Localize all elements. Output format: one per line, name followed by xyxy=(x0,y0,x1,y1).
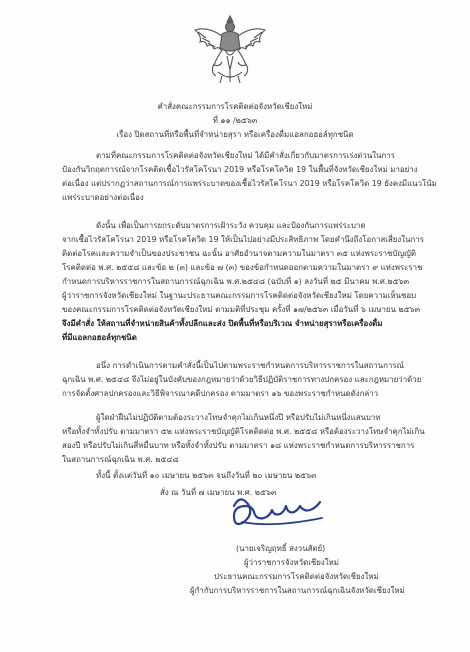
signed-date: สั่ง ณ วันที่ ๗ เมษายน พ.ศ. ๒๕๖๓ xyxy=(160,488,277,497)
paragraph-2-line: ติดต่อโรคและความจำเป็นของประชาชน ฉะนั้น อาศัยอำนาจตามความในมาตรา ๓๕ แห่งพระราชบัญญัติ xyxy=(62,249,416,258)
paragraph-4-line: ผู้ใดฝ่าฝืนไม่ปฏิบัติตามต้องระวางโทษจำคุกไม่เกินหนึ่งปี หรือปรับไม่เกินหนึ่งแสนบาท xyxy=(96,413,381,422)
paragraph-4-line: หรือทั้งจำทั้งปรับ ตามมาตรา ๕๒ แห่งพระราชบัญญัติโรคติดต่อ พ.ศ. ๒๕๕๘ หรือต้องระวางโทษจำคุกไม่เกิน xyxy=(62,427,425,436)
order-title: คำสั่งคณะกรรมการโรคติดต่อจังหวัดเชียงใหม่ xyxy=(157,102,313,111)
signature-icon xyxy=(226,486,336,538)
paragraph-1-line: ตามที่คณะกรรมการโรคติดต่อจังหวัดเชียงใหม่ ได้มีคำสั่งเกี่ยวกับมาตรการเร่งด่วนในการ xyxy=(96,151,395,160)
paragraph-1-line: ป้องกันวิกฤตการณ์จากโรคติดเชื้อไวรัสโคโรนา 2019 หรือโรคโควิด 19 ในพื้นที่จังหวัดเชียงใหม่ มาอย่าง xyxy=(62,165,418,174)
order-directive-line: จึงมีคำสั่ง ให้สถานที่จำหน่ายสินค้าทั้งปลีกและส่ง ปิดพื้นที่หรือบริเวณ จำหน่ายสุราหรือเครื่องดื่ม xyxy=(62,319,383,328)
paragraph-2-line: จากเชื้อไวรัสโคโรนา 2019 หรือโรคโควิด 19 ให้เป็นไปอย่างมีประสิทธิภาพ โดยคำนึงถึงโอกาสเสี่ยงในการ xyxy=(62,235,424,244)
paragraph-3-line: การจัดตั้งศาลปกครองและวิธีพิจารณาคดีปกครอง ตามมาตรา ๑๖ ของพระราชกำหนดดังกล่าว xyxy=(62,389,379,398)
order-number: ที่ ๑๑ /๒๕๖๓ xyxy=(212,116,258,125)
paragraph-2-line: ดังนั้น เพื่อเป็นการยกระดับมาตรการเฝ้าระวัง ควบคุม และป้องกันการแพร่ระบาด xyxy=(96,221,366,230)
paragraph-1-line: แพร่ระบาดอย่างต่อเนื่อง xyxy=(62,193,144,202)
order-subject: เรื่อง ปิดสถานที่หรือพื้นที่จำหน่ายสุรา หรือเครื่องดื่มแอลกอฮอล์ทุกชนิด xyxy=(116,130,354,139)
paragraph-2-line: โรคติดต่อ พ.ศ. ๒๕๕๘ และข้อ ๒ (๓) และข้อ ๗ (๓) ของข้อกำหนดออกตามความในมาตรา ๙ แห่งพระราช xyxy=(62,263,423,272)
signatory-name: (นายเจริญฤทธิ์ สงวนสัตย์) xyxy=(236,544,326,553)
paragraph-3-line: อนึ่ง การดำเนินการตามคำสั่งนี้เป็นไปตามพระราชกำหนดการบริหารราชการในสถานการณ์ xyxy=(96,361,404,370)
order-directive-line: ที่มีแอลกอฮอล์ทุกชนิด xyxy=(62,333,137,342)
paragraph-1-line: ต่อเนื่อง แต่ปรากฏว่าสถานการณ์การแพร่ระบาดของเชื้อไวรัสโคโรนา 2019 หรือโรคโควิด 19 ยังคงมีแนวโน้ม xyxy=(62,179,437,188)
paragraph-2-line: ของคณะกรรมการโรคติดต่อจังหวัดเชียงใหม่ ตามมติที่ประชุม ครั้งที่ ๑๗/๒๕๖๓ เมื่อวันที่ ๖ เมษายน ๒๕๖๓ xyxy=(62,305,421,314)
paragraph-3-line: ฉุกเฉิน พ.ศ. ๒๕๔๘ จึงไม่อยู่ในบังคับของกฎหมายว่าด้วยวิธีปฏิบัติราชการทางปกครอง และกฎหมายว่าด้วย xyxy=(62,375,422,384)
paragraph-2-line: ผู้ว่าราชการจังหวัดเชียงใหม่ ในฐานะประธานคณะกรรมการโรคติดต่อจังหวัดเชียงใหม่ โดยความเห็นชอบ xyxy=(62,291,417,300)
paragraph-4-line: ในสถานการณ์ฉุกเฉิน พ.ศ. ๒๕๔๘ xyxy=(62,455,179,464)
effective-period: ทั้งนี้ ตั้งแต่วันที่ ๑๐ เมษายน ๒๕๖๓ จนถึงวันที่ ๒๐ เมษายน ๒๕๖๓ xyxy=(96,471,317,480)
paragraph-2-line: กำหนดการบริหารราชการในสถานการณ์ฉุกเฉิน พ.ศ.๒๕๔๘ (ฉบับที่ ๑) ลงวันที่ ๒๕ มีนาคม พ.ศ.๒๕๖๓ xyxy=(62,277,409,286)
signatory-position: ผู้ว่าราชการจังหวัดเชียงใหม่ xyxy=(244,558,339,567)
garuda-emblem-icon xyxy=(192,12,268,86)
signatory-position: ผู้กำกับการบริหารราชการในสถานการณ์ฉุกเฉินจังหวัดเชียงใหม่ xyxy=(190,586,405,595)
signatory-position: ประธานคณะกรรมการโรคติดต่อจังหวัดเชียงใหม่ xyxy=(214,572,379,581)
paragraph-4-line: สองปี หรือปรับไม่เกินสี่หมื่นบาท หรือทั้งจำทั้งปรับ ตามมาตรา ๑๘ แห่งพระราชกำหนดการบริหารราชการ xyxy=(62,441,415,450)
